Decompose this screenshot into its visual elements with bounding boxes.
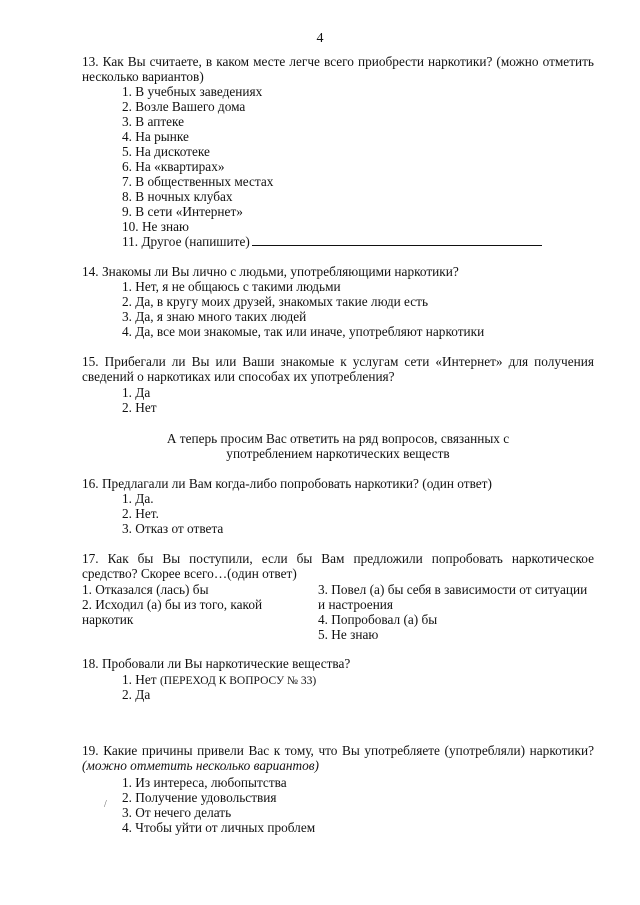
q17-option: 5. Не знаю — [318, 627, 379, 642]
q15-option: 2. Нет — [122, 400, 157, 415]
pen-mark: / — [104, 799, 107, 810]
q19-question-text: 19. Какие причины привели Вас к тому, что Вы употребляете (употребляли) наркотики? — [82, 743, 594, 758]
q13-question: 13. Как Вы считаете, в каком месте легче всего приобрести наркотики? (можно отметить несколько вариантов) — [82, 54, 594, 84]
q16-question: 16. Предлагали ли Вам когда-либо попробовать наркотики? (один ответ) — [82, 476, 492, 491]
q17-option: 3. Повел (а) бы себя в зависимости от ситуации и настроения — [318, 582, 588, 612]
q13-option: 8. В ночных клубах — [122, 189, 233, 204]
q13-option: 6. На «квартирах» — [122, 159, 225, 174]
q18-option-label: 1. Нет — [122, 672, 157, 687]
q13-option: 10. Не знаю — [122, 219, 189, 234]
q13-option: 9. В сети «Интернет» — [122, 204, 243, 219]
q18-option — [122, 672, 592, 687]
q19-option: 2. Получение удовольствия — [122, 790, 277, 805]
q16-option: 2. Нет. — [122, 506, 159, 521]
q13-other-label: 11. Другое (напишите) — [122, 234, 250, 249]
q17-question: 17. Как бы Вы поступили, если бы Вам предложили попробовать наркотическое средство? Скорее всего…(один ответ) — [82, 551, 594, 581]
q19-question-note: (можно отметить несколько вариантов) — [82, 758, 319, 773]
q18-question: 18. Пробовали ли Вы наркотические вещества? — [82, 656, 351, 671]
q15-option: 1. Да — [122, 385, 151, 400]
q18-skip-note: (ПЕРЕХОД К ВОПРОСУ № 33) — [159, 675, 317, 687]
q13-option: 7. В общественных местах — [122, 174, 274, 189]
q17-option: 4. Попробовал (а) бы — [318, 612, 438, 627]
q19-option: 4. Чтобы уйти от личных проблем — [122, 820, 316, 835]
q19-option: 1. Из интереса, любопытства — [122, 775, 287, 790]
q14-option: 3. Да, я знаю много таких людей — [122, 309, 307, 324]
q13-option: 5. На дискотеке — [122, 144, 210, 159]
q14-options — [122, 279, 592, 339]
q13-other-blank[interactable] — [252, 234, 542, 246]
q13-option: 2. Возле Вашего дома — [122, 99, 246, 114]
q14-question: 14. Знакомы ли Вы лично с людьми, употребляющими наркотики? — [82, 264, 459, 279]
q17-option: 2. Исходил (а) бы из того, какой наркотик — [82, 597, 263, 627]
q14-option: 2. Да, в кругу моих друзей, знакомых такие люди есть — [122, 294, 429, 309]
q13-other-option — [122, 234, 592, 249]
q13-option: 1. В учебных заведениях — [122, 84, 263, 99]
page-number: 4 — [316, 31, 324, 46]
q13-options — [122, 84, 592, 249]
q16-option: 3. Отказ от ответа — [122, 521, 224, 536]
q13-option: 3. В аптеке — [122, 114, 185, 129]
section-intro: А теперь просим Вас ответить на ряд вопросов, связанных с употреблением наркотических веществ — [166, 431, 510, 461]
q15-options — [122, 385, 592, 415]
q17-right-options — [318, 582, 594, 642]
q14-option: 4. Да, все мои знакомые, так или иначе, употребляют наркотики — [122, 324, 485, 339]
q16-options — [122, 491, 592, 536]
q17-left-options — [82, 582, 304, 627]
q16-option: 1. Да. — [122, 491, 154, 506]
q19-question — [82, 743, 594, 773]
q19-option: 3. От нечего делать — [122, 805, 232, 820]
q15-question: 15. Прибегали ли Вы или Ваши знакомые к услугам сети «Интернет» для получения сведений о наркотиках или способах их употребления? — [82, 354, 594, 384]
q14-option: 1. Нет, я не общаюсь с такими людьми — [122, 279, 341, 294]
q19-options — [122, 775, 592, 835]
q18-options — [122, 672, 592, 702]
q17-option: 1. Отказался (лась) бы — [82, 582, 209, 597]
q13-option: 4. На рынке — [122, 129, 189, 144]
q18-option: 2. Да — [122, 687, 151, 702]
